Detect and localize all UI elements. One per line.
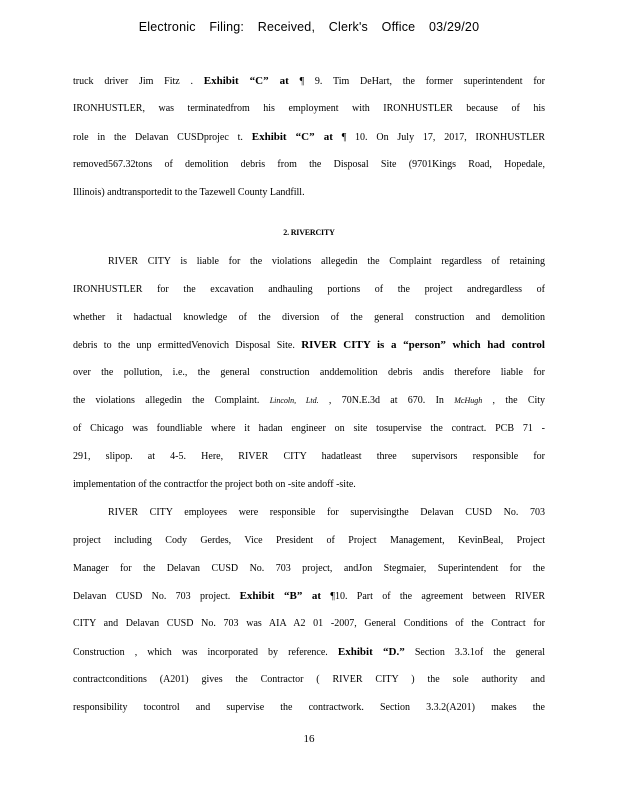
text-span: role in the Delavan CUSDprojec t. [73, 132, 243, 143]
text-span: Delavan CUSD No. 703 project. [73, 591, 231, 602]
text-span: Section 3.3.1of the general [414, 647, 546, 658]
text-line: implementation of the contractfor the project both on -site andoff -site. [73, 479, 356, 490]
text-line: RIVER CITY employees were responsible for supervisingthe Delavan CUSD No. 703 [108, 507, 545, 518]
text-line [73, 646, 545, 659]
text-span: ¶ 10. On July 17, 2017, IRONHUSTLER [341, 132, 545, 143]
efiling-header: Electronic Filing: Received, Clerk's Office 03/29/20 [138, 20, 480, 34]
text-span: , 70N.E.3d at 670. In [328, 395, 444, 406]
text-line: project including Cody Gerdes, Vice President of Project Management, KevinBeal, Project [73, 535, 545, 546]
exhibit-reference: Exhibit “D.” [337, 646, 405, 658]
text-span: ¶ 9. Tim DeHart, the former superintendent for [299, 76, 546, 87]
text-line: responsibility tocontrol and supervise the contractwork. Section 3.3.2(A201) makes the [73, 702, 545, 713]
text-line [73, 131, 545, 144]
text-line: RIVER CITY is liable for the violations allegedin the Complaint regardless of retaining [108, 256, 545, 267]
text-line: contractconditions (A201) gives the Contractor ( RIVER CITY ) the sole authority and [73, 674, 545, 685]
exhibit-reference: Exhibit “B” at [239, 590, 322, 602]
section-heading: 2. RIVERCITY [283, 228, 335, 237]
text-line [73, 395, 545, 407]
text-line: IRONHUSTLER for the excavation andhauling portions of the project andregardless of [73, 284, 545, 295]
bold-statement: RIVER CITY is a “person” which had control [301, 339, 545, 351]
text-line [73, 339, 545, 352]
text-line [73, 75, 545, 88]
case-citation: Lincoln, Ltd. [269, 396, 319, 405]
text-line: CITY and Delavan CUSD No. 703 was AIA A2 01 -2007, General Conditions of the Contract for [73, 618, 545, 629]
text-span: truck driver Jim Fitz . [73, 76, 194, 87]
text-span: the violations allegedin the Complaint. [73, 395, 260, 406]
text-span: , the City [492, 395, 546, 406]
text-line: removed567.32tons of demolition debris from the Disposal Site (9701Kings Road, Hopedale, [73, 159, 545, 170]
page-number: 16 [303, 733, 315, 745]
text-line [73, 590, 545, 603]
exhibit-reference: Exhibit “C” at [203, 75, 289, 87]
text-line: over the pollution, i.e., the general construction anddemolition debris andis therefore liable for [73, 367, 545, 378]
text-line: of Chicago was foundliable where it hadan engineer on site tosupervise the contract. PCB 71 - [73, 423, 545, 434]
text-line: IRONHUSTLER, was terminatedfrom his employment with IRONHUSTLER because of his [73, 103, 545, 114]
text-span: debris to the unp ermittedVenovich Disposal Site. [73, 340, 295, 351]
text-line: Manager for the Delavan CUSD No. 703 project, andJon Stegmaier, Superintendent for the [73, 563, 545, 574]
text-line: 291, slipop. at 4-5. Here, RIVER CITY hadatleast three supervisors responsible for [73, 451, 545, 462]
exhibit-reference: Exhibit “C” at [251, 131, 333, 143]
text-span: ¶10. Part of the agreement between RIVER [330, 591, 545, 602]
text-line: whether it hadactual knowledge of the diversion of the general construction and demolition [73, 312, 545, 323]
text-line: Illinois) andtransportedit to the Tazewell County Landfill. [73, 187, 305, 198]
text-span: Construction , which was incorporated by reference. [73, 647, 328, 658]
case-citation: McHugh [454, 396, 483, 405]
